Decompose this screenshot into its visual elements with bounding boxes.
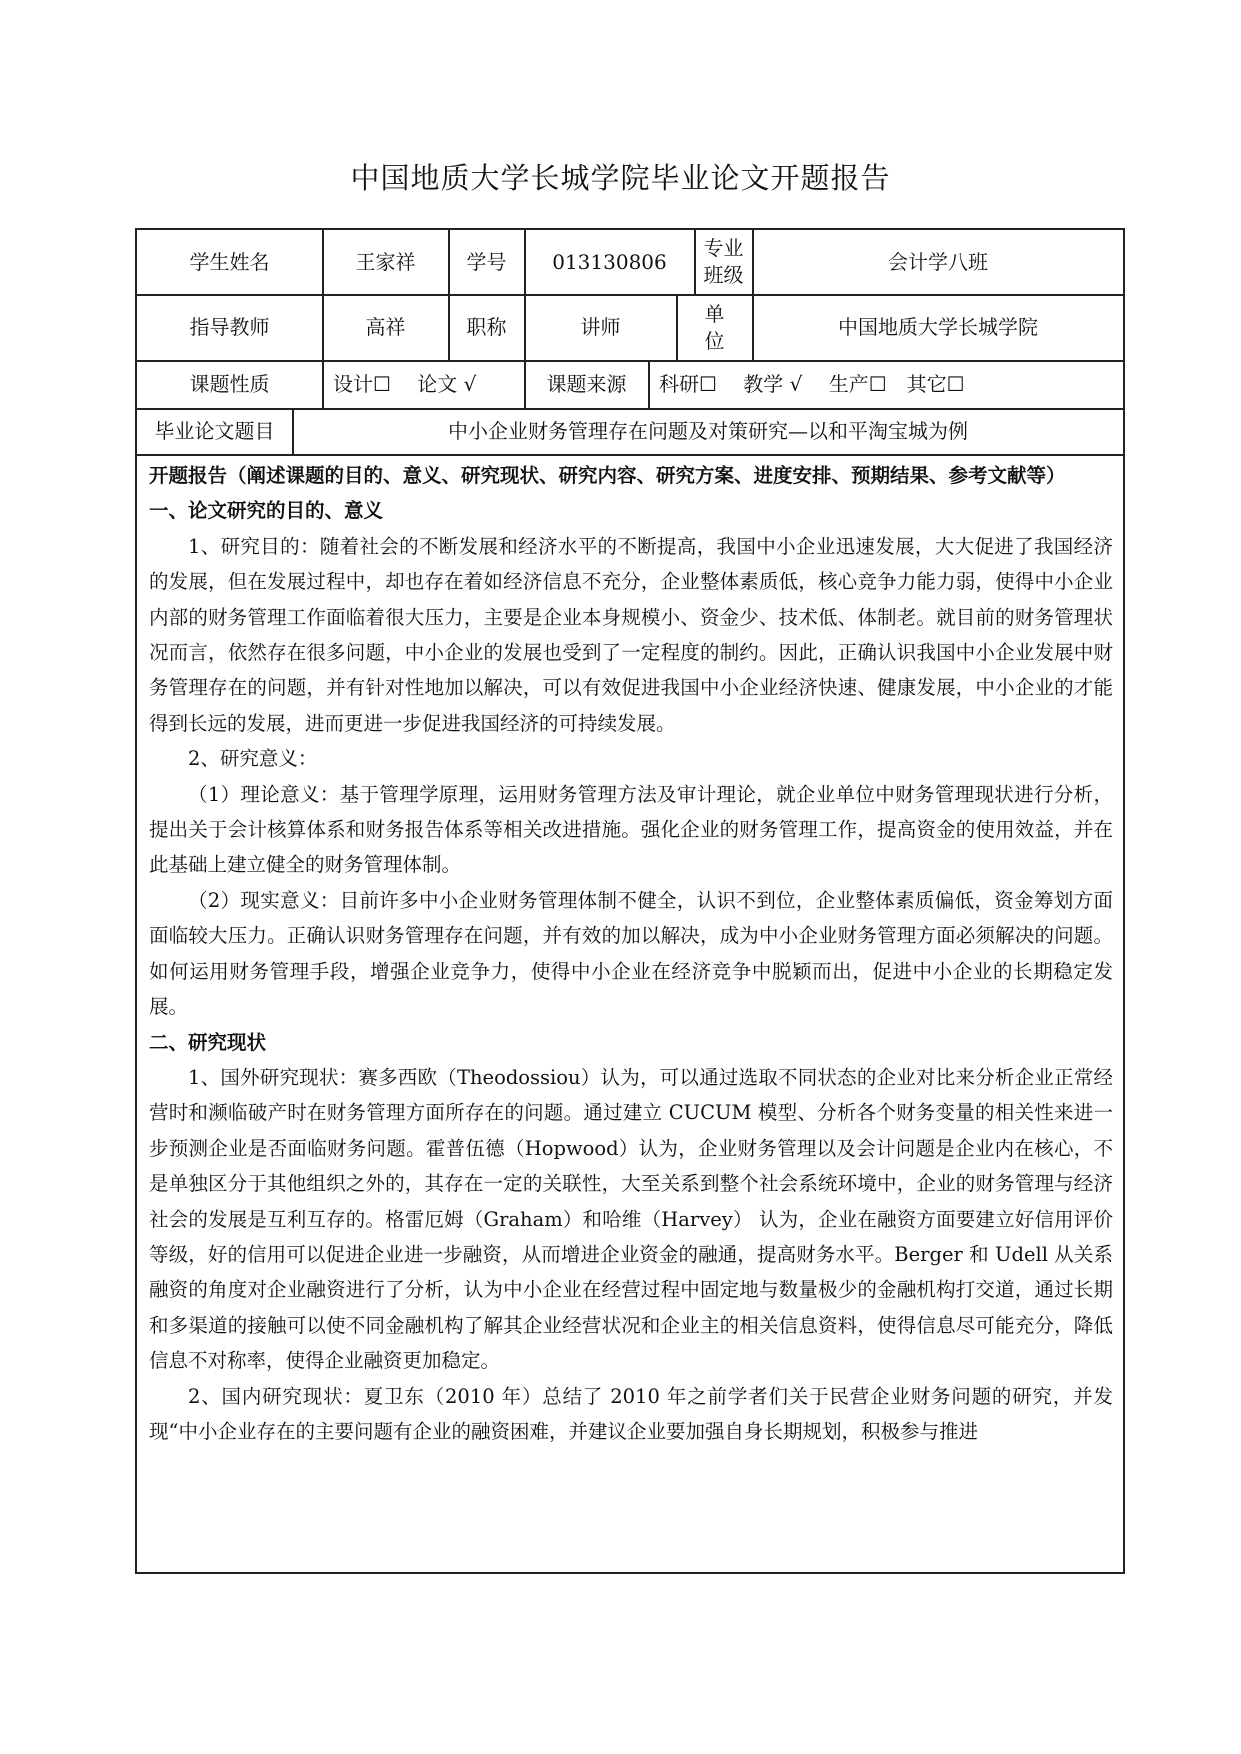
rank-label: 职称 bbox=[466, 315, 507, 339]
student-id-label: 学号 bbox=[466, 249, 507, 274]
proposal-form bbox=[135, 228, 1125, 1574]
report-heading: 开题报告（阐述课题的目的、意义、研究现状、研究内容、研究方案、进度安排、预期结果、参考文献等） bbox=[149, 464, 1066, 487]
topic-source-label: 课题来源 bbox=[546, 372, 627, 396]
major-class-value: 会计学八班 bbox=[888, 249, 988, 274]
paragraph-practical: （2）现实意义：目前许多中小企业财务管理体制不健全，认识不到位，企业整体素质偏低，资金筹划方面面临较大压力。正确认识财务管理存在问题，并有效的加以解决，成为中小企业财务管理方面必须解决的问题。如何运用财务管理手段，增强企业竞争力，使得中小企业在经济竞争中脱颖而出，促进中小企业的长期稳定发展。 bbox=[149, 888, 1113, 1019]
section-1-title: 一、论文研究的目的、意义 bbox=[149, 499, 384, 523]
student-id-value: 013130806 bbox=[552, 249, 667, 274]
unit-value: 中国地质大学长城学院 bbox=[838, 315, 1038, 339]
paragraph-domestic-research: 2、国内研究现状：夏卫东（2010 年）总结了 2010 年之前学者们关于民营企业财务问题的研究，并发现“中小企业存在的主要问题有企业的融资困难，并建议企业要加强自身长期规划，积极参与推进 bbox=[149, 1384, 1113, 1443]
major-class-label bbox=[695, 230, 752, 294]
rank-value: 讲师 bbox=[580, 315, 621, 339]
student-name-value: 王家祥 bbox=[355, 249, 416, 274]
thesis-topic-value: 中小企业财务管理存在问题及对策研究—以和平淘宝城为例 bbox=[448, 419, 968, 443]
thesis-topic-label: 毕业论文题目 bbox=[154, 419, 275, 443]
row-divider bbox=[137, 454, 1123, 456]
paragraph-theoretical: （1）理论意义：基于管理学原理，运用财务管理方法及审计理论，就企业单位中财务管理现状进行分析，提出关于会计核算体系和财务报告体系等相关改进措施。强化企业的财务管理工作，提高资金的使用效益，并在此基础上建立健全的财务管理体制。 bbox=[149, 782, 1113, 877]
topic-nature-label: 课题性质 bbox=[189, 372, 270, 396]
unit-label-line2: 位 bbox=[704, 328, 725, 353]
class-label: 班级 bbox=[703, 263, 744, 287]
major-label: 专业 bbox=[703, 236, 744, 260]
section-2-title: 二、研究现状 bbox=[149, 1030, 267, 1054]
topic-nature-value: 设计☐ 论文 √ bbox=[333, 372, 477, 396]
advisor-value: 高祥 bbox=[365, 315, 406, 339]
topic-source-value: 科研☐ 教学 √ 生产☐ 其它☐ bbox=[659, 372, 965, 396]
paragraph-purpose: 1、研究目的：随着社会的不断发展和经济水平的不断提高，我国中小企业迅速发展，大大促进了我国经济的发展，但在发展过程中，却也存在着如经济信息不充分，企业整体素质低，核心竞争力能力弱，使得中小企业内部的财务管理工作面临着很大压力，主要是企业本身规模小、资金少、技术低、体制老。就目前的财务管理状况而言，依然存在很多问题，中小企业的发展也受到了一定程度的制约。因此，正确认识我国中小企业发展中财务管理存在的问题，并有针对性地加以解决，可以有效促进我国中小企业经济快速、健康发展，中小企业的才能得到长远的发展，进而更进一步促进我国经济的可持续发展。 bbox=[149, 534, 1113, 735]
page-title: 中国地质大学长城学院毕业论文开题报告 bbox=[350, 161, 891, 195]
paragraph-significance: 2、研究意义： bbox=[188, 747, 318, 771]
unit-label bbox=[677, 295, 752, 360]
paragraph-foreign-research: 1、国外研究现状：赛多西欧（Theodossiou）认为，可以通过选取不同状态的企业对比来分析企业正常经营时和濒临破产时在财务管理方面所存在的问题。通过建立 CUCUM 模型、分析各个财务变量的相关性来进一步预测企业是否面临财务问题。霍普伍德（Hopwood）认为，企业财务管理以及会计问题是企业内在核心，不是单独区分于其他组织之外的，其存在一定的关联性，大至关系到整个社会系统环境中，企业的财务管理与经济社会的发展是互利互存的。格雷厄姆（Graham）和哈维（Harvey） 认为，企业在融资方面要建立好信用评价等级，好的信用可以促进企业进一步融资，从而增进企业资金的融通，提高财务水平。Berger 和 Udell 从关系融资的角度对企业融资进行了分析，认为中小企业在经营过程中固定地与数量极少的金融机构打交道，通过长期和多渠道的接触可以使不同金融机构了解其企业经营状况和企业主的相关信息资料，使得信息尽可能充分，降低信息不对称率，使得企业融资更加稳定。 bbox=[149, 1065, 1113, 1373]
advisor-label: 指导教师 bbox=[189, 315, 270, 339]
report-body bbox=[149, 458, 1113, 1449]
unit-label-line1: 单 bbox=[704, 301, 725, 326]
student-name-label: 学生姓名 bbox=[189, 249, 270, 274]
